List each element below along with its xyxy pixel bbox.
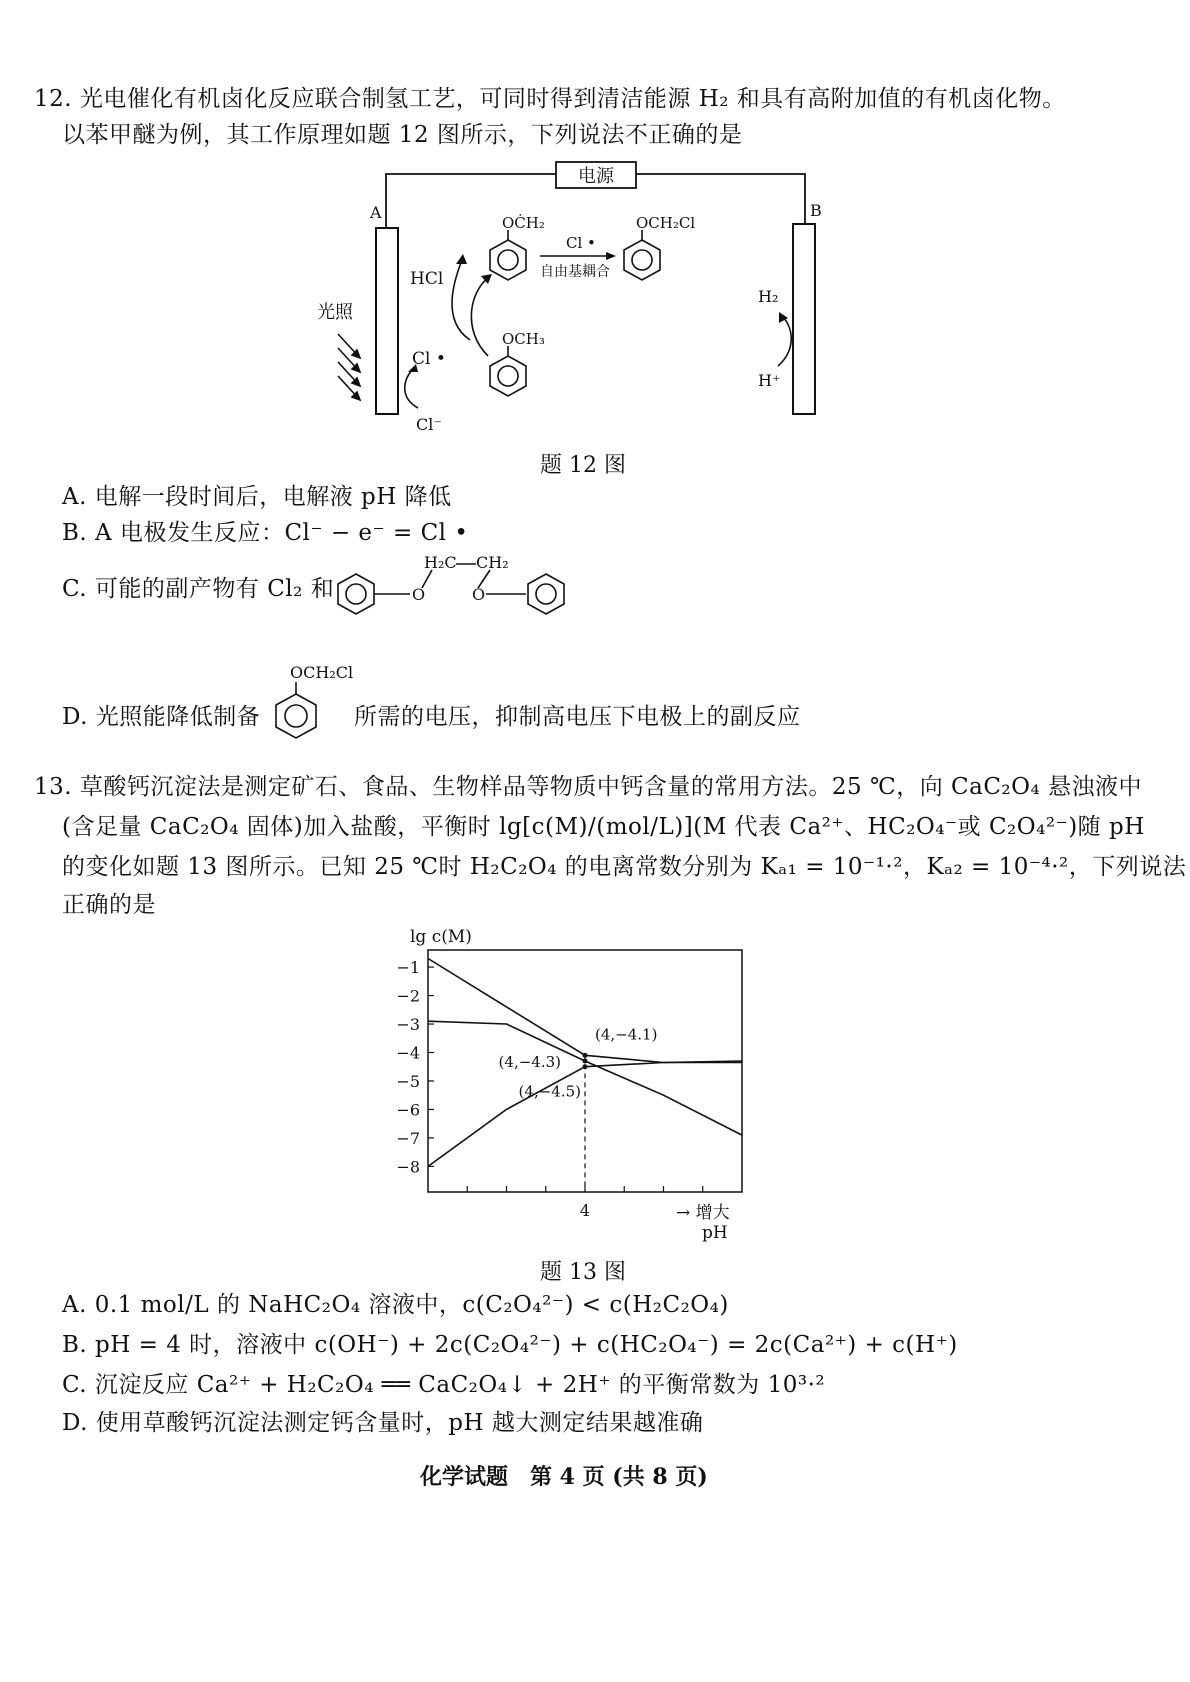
annotation-1: (4,−4.3): [498, 1053, 561, 1072]
point-1: [583, 1059, 588, 1064]
q12-option-d-structure: [256, 660, 356, 750]
och3-label: OCH₃: [502, 330, 545, 348]
light-arrows: [338, 334, 360, 400]
arrow-cl-oxidation: [405, 368, 418, 408]
q13-option-b: B. pH = 4 时，溶液中 c(OH⁻) + 2c(C₂O₄²⁻) + c(HC₂O₄⁻) = 2c(Ca²⁺) + c(H⁺): [62, 1332, 958, 1358]
q13-option-a: A. 0.1 mol/L 的 NaHC₂O₄ 溶液中，c(C₂O₄²⁻) < c(H₂C₂O₄): [62, 1292, 729, 1318]
y-tick-label-1: −2: [396, 986, 420, 1006]
coupling-label: 自由基耦合: [540, 264, 610, 280]
arrow-anisole-radical: [471, 278, 488, 356]
power-label: 电源: [578, 166, 614, 187]
svg-text:H₂C: H₂C: [424, 553, 457, 572]
svg-text:OCH₂Cl: OCH₂Cl: [290, 663, 354, 682]
q12-figure: [0, 160, 1190, 460]
benzene-och2-radical: [490, 230, 526, 280]
point-0: [583, 1053, 588, 1058]
chart-xlabel: pH: [702, 1223, 728, 1243]
q12-stem-line1: 12. 光电催化有机卤化反应联合制氢工艺，可同时得到清洁能源 H₂ 和具有高附加值的有机卤化物。: [34, 86, 1066, 112]
y-tick-label-5: −6: [396, 1100, 420, 1120]
electrode-a: [376, 228, 398, 414]
q13-stem-line2: (含足量 CaC₂O₄ 固体)加入盐酸，平衡时 lg[c(M)/(mol/L)](M 代表 Ca²⁺、HC₂O₄⁻或 C₂O₄²⁻)随 pH: [62, 814, 1145, 840]
cl-dot-arrow-label: Cl •: [566, 234, 596, 252]
page-footer: 化学试题 第 4 页 (共 8 页): [420, 1464, 708, 1490]
y-tick-label-3: −4: [396, 1043, 420, 1063]
svg-text:O: O: [412, 585, 426, 604]
series-line-0: [428, 959, 742, 1063]
q12-stem-line2: 以苯甲醚为例，其工作原理如题 12 图所示，下列说法不正确的是: [62, 122, 743, 148]
q12-figure-caption: 题 12 图: [540, 453, 626, 478]
annotation-0: (4,−4.1): [595, 1025, 658, 1044]
q12-option-d-prefix: D. 光照能降低制备: [62, 704, 261, 730]
cl-ion-label: Cl⁻: [416, 415, 442, 434]
q13-stem-line1: 13. 草酸钙沉淀法是测定矿石、食品、生物样品等物质中钙含量的常用方法。25 ℃，向 CaC₂O₄ 悬浊液中: [34, 774, 1143, 800]
och2-radical-label: OĊH₂: [502, 214, 545, 232]
arrow-hcl: [452, 260, 470, 340]
electrode-b: [793, 224, 815, 414]
och2cl-label: OCH₂Cl: [636, 214, 696, 232]
arrow-h-reduction: [778, 316, 791, 366]
electrode-b-label: B: [810, 201, 822, 220]
q12-option-c-text: C. 可能的副产物有 Cl₂ 和: [62, 576, 335, 602]
q13-stem-line4: 正确的是: [62, 892, 156, 918]
h-plus-label: H⁺: [758, 371, 781, 390]
cl-radical-label: Cl •: [412, 349, 446, 369]
benzene-och2cl: [624, 230, 660, 280]
light-label: 光照: [317, 302, 353, 323]
svg-text:O: O: [472, 585, 486, 604]
q12-option-b: B. A 电极发生反应：Cl⁻ − e⁻ = Cl •: [62, 520, 469, 546]
y-tick-label-0: −1: [396, 958, 420, 978]
x-tick-label-0: 4: [579, 1201, 591, 1220]
y-tick-label-6: −7: [396, 1128, 420, 1148]
chart-x-arrow-label: → 增大: [676, 1203, 730, 1223]
y-tick-label-4: −5: [396, 1071, 420, 1091]
chart-ylabel: lg c(M): [410, 927, 472, 947]
annotation-2: (4,−4.5): [518, 1082, 581, 1101]
q13-chart: [380, 918, 800, 1248]
q13-option-d: D. 使用草酸钙沉淀法测定钙含量时，pH 越大测定结果越准确: [62, 1410, 704, 1436]
q12-option-d-suffix: 所需的电压，抑制高电压下电极上的副反应: [354, 704, 801, 730]
benzene-anisole: [490, 346, 526, 396]
y-tick-label-7: −8: [396, 1157, 420, 1177]
y-tick-label-2: −3: [396, 1015, 420, 1035]
q13-figure-caption: 题 13 图: [540, 1260, 626, 1285]
q12-option-c-structure: [326, 550, 586, 630]
point-2: [583, 1064, 588, 1069]
electrode-a-label: A: [370, 203, 382, 222]
hcl-label: HCl: [410, 269, 444, 289]
svg-text:CH₂: CH₂: [476, 553, 509, 572]
h2-label: H₂: [758, 287, 779, 306]
q13-option-c: C. 沉淀反应 Ca²⁺ + H₂C₂O₄ ══ CaC₂O₄↓ + 2H⁺ 的平衡常数为 10³·²: [62, 1372, 826, 1398]
q13-stem-line3: 的变化如题 13 图所示。已知 25 ℃时 H₂C₂O₄ 的电离常数分别为 Kₐ₁ = 10⁻¹·²，Kₐ₂ = 10⁻⁴·²，下列说法: [62, 854, 1187, 880]
q12-option-a: A. 电解一段时间后，电解液 pH 降低: [62, 484, 452, 510]
